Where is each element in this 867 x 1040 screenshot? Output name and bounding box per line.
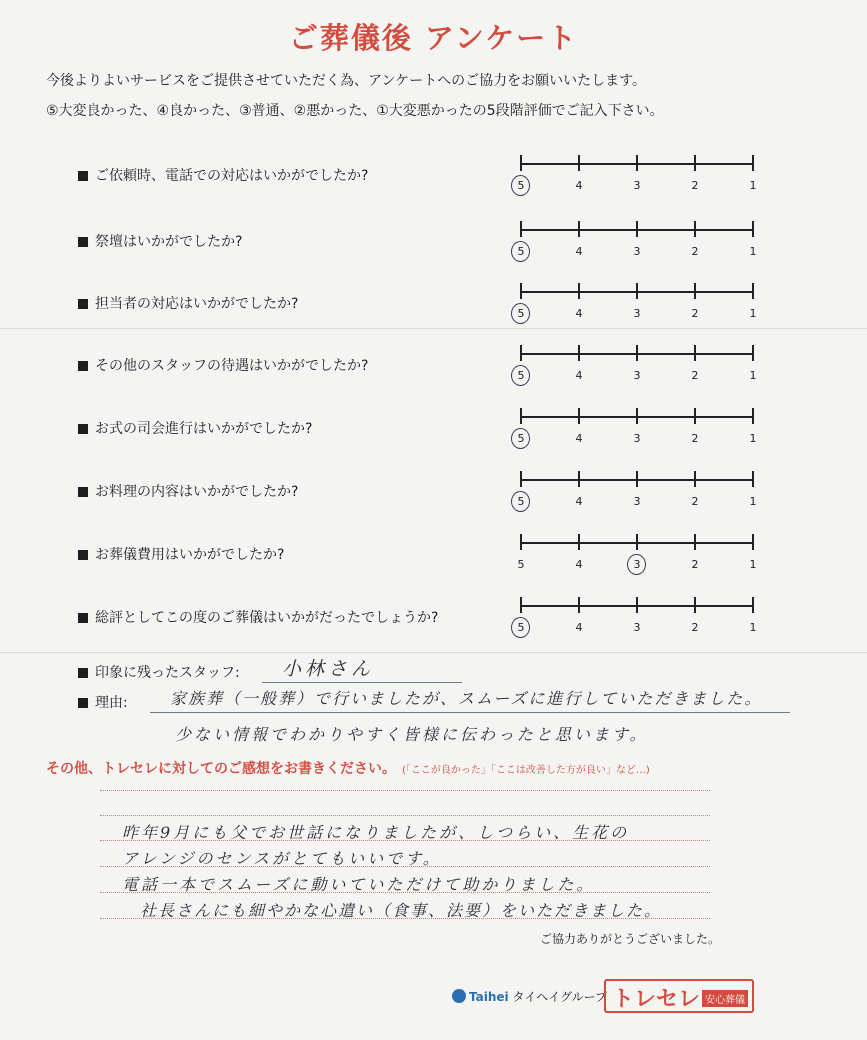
question-1 (78, 165, 368, 185)
scale-tick (694, 221, 696, 237)
rating-scale-2 (510, 219, 770, 263)
scale-tick (636, 408, 638, 424)
scale-number: 2 (691, 495, 699, 508)
fold-line (0, 328, 867, 329)
other-note: (「ここが良かった」「ここは改善した方が良い」など…) (402, 765, 650, 776)
scale-number: 2 (691, 558, 699, 571)
staff-label-text: 印象に残ったスタッフ: (95, 665, 240, 681)
scale-number: 3 (633, 621, 641, 634)
scale-tick (752, 345, 754, 361)
bullet-square-icon (78, 424, 88, 434)
scale-number: 4 (575, 369, 583, 382)
scale-tick (636, 221, 638, 237)
scale-tick (636, 471, 638, 487)
scale-tick (520, 221, 522, 237)
page-title: ご葬儀後 アンケート (288, 21, 579, 55)
staff-value: 小林さん (282, 658, 375, 680)
reason-line-1: 家族葬（一般葬）で行いましたが、スムーズに進行していただきました。 (170, 689, 763, 708)
scale-tick (520, 408, 522, 424)
scale-tick (520, 155, 522, 171)
scale-tick (694, 283, 696, 299)
scale-tick (578, 597, 580, 613)
scale-number: 2 (691, 307, 699, 320)
question-5 (78, 418, 312, 438)
taihei-group: タイヘイグループ (512, 990, 608, 1004)
toresere-name: トレセレ (612, 987, 701, 1012)
scale-number: 3 (633, 558, 641, 571)
question-2 (78, 231, 242, 251)
question-7 (78, 544, 284, 564)
scale-tick (636, 534, 638, 550)
scale-number: 5 (517, 245, 525, 258)
scale-number: 5 (517, 179, 525, 192)
scale-tick (694, 155, 696, 171)
scale-tick (694, 345, 696, 361)
scale-number: 1 (749, 369, 757, 382)
question-4 (78, 355, 368, 375)
scale-number: 3 (633, 369, 641, 382)
scale-tick (694, 471, 696, 487)
bullet-square-icon (78, 698, 88, 708)
selected-rating-circle (511, 175, 530, 196)
scale-number: 5 (517, 307, 525, 320)
bullet-square-icon (78, 299, 88, 309)
scale-tick (694, 408, 696, 424)
fold-line (0, 652, 867, 653)
staff-underline (262, 682, 462, 683)
scale-number: 2 (691, 432, 699, 445)
question-text: ご依頼時、電話での対応はいかがでしたか? (95, 168, 369, 184)
question-text: 祭壇はいかがでしたか? (95, 234, 243, 250)
scale-number: 3 (633, 179, 641, 192)
comment-line-3: 電話一本でスムーズに動いていただけて助かりました。 (122, 875, 596, 894)
scale-number: 1 (749, 307, 757, 320)
scale-tick (578, 534, 580, 550)
rating-scale-6 (510, 469, 770, 513)
scale-tick (520, 471, 522, 487)
intro-line-1: 今後よりよいサービスをご提供させていただく為、アンケートへのご協力をお願いいたします。 (46, 73, 647, 89)
selected-rating-circle (511, 303, 530, 324)
scale-tick (752, 408, 754, 424)
scale-number: 3 (633, 245, 641, 258)
scale-tick (520, 534, 522, 550)
scale-number: 4 (575, 495, 583, 508)
scale-tick (578, 471, 580, 487)
scale-tick (752, 283, 754, 299)
bullet-square-icon (78, 171, 88, 181)
scale-tick (752, 471, 754, 487)
scale-tick (694, 597, 696, 613)
scale-tick (578, 408, 580, 424)
scale-number: 1 (749, 179, 757, 192)
writing-line (100, 790, 710, 791)
scale-number: 2 (691, 369, 699, 382)
intro-line-2: ⑤大変良かった、④良かった、③普通、②悪かった、①大変悪かったの5段階評価でご記入下さい。 (46, 103, 664, 119)
question-8 (78, 607, 438, 627)
scale-tick (752, 534, 754, 550)
selected-rating-circle (511, 241, 530, 262)
toresere-sub: 安心葬儀 (702, 990, 748, 1007)
scale-number: 5 (517, 495, 525, 508)
reason-label (78, 692, 128, 712)
rating-scale-5 (510, 406, 770, 450)
question-text: その他のスタッフの待遇はいかがでしたか? (95, 358, 369, 374)
scale-number: 1 (749, 495, 757, 508)
question-text: 総評としてこの度のご葬儀はいかがだったでしょうか? (95, 610, 439, 626)
rating-scale-8 (510, 595, 770, 639)
scale-number: 3 (633, 495, 641, 508)
bullet-square-icon (78, 550, 88, 560)
scale-tick (636, 155, 638, 171)
scale-number: 5 (517, 558, 525, 571)
other-heading-text: その他、トレセレに対してのご感想をお書きください。 (46, 761, 396, 777)
taihei-logo (452, 988, 607, 1005)
scale-tick (636, 283, 638, 299)
scale-number: 1 (749, 621, 757, 634)
comment-line-2: アレンジのセンスがとてもいいです。 (122, 849, 442, 868)
selected-rating-circle (511, 617, 530, 638)
scale-tick (578, 221, 580, 237)
rating-scale-4 (510, 343, 770, 387)
scale-number: 2 (691, 621, 699, 634)
reason-label-text: 理由: (95, 695, 128, 711)
scale-number: 1 (749, 245, 757, 258)
scale-number: 4 (575, 245, 583, 258)
comment-line-1: 昨年9月にも父でお世話になりましたが、しつらい、生花の (122, 823, 630, 842)
toresere-logo (604, 979, 754, 1013)
question-text: お葬儀費用はいかがでしたか? (95, 547, 285, 563)
selected-rating-circle (511, 365, 530, 386)
writing-line (100, 815, 710, 816)
scale-number: 1 (749, 558, 757, 571)
rating-scale-7 (510, 532, 770, 576)
question-3 (78, 293, 298, 313)
taihei-brand: Taihei (469, 990, 509, 1004)
bullet-square-icon (78, 237, 88, 247)
scale-tick (520, 283, 522, 299)
scale-tick (752, 597, 754, 613)
selected-rating-circle (627, 554, 646, 575)
bullet-square-icon (78, 361, 88, 371)
question-text: お料理の内容はいかがでしたか? (95, 484, 299, 500)
reason-line-2: 少ない情報でわかりやすく皆様に伝わったと思います。 (175, 725, 649, 744)
question-text: お式の司会進行はいかがでしたか? (95, 421, 313, 437)
scale-number: 1 (749, 432, 757, 445)
scale-tick (578, 345, 580, 361)
reason-underline-1 (150, 712, 790, 713)
scale-tick (694, 534, 696, 550)
staff-label (78, 662, 240, 682)
bullet-square-icon (78, 487, 88, 497)
question-text: 担当者の対応はいかがでしたか? (95, 296, 299, 312)
scale-number: 3 (633, 432, 641, 445)
rating-scale-3 (510, 281, 770, 325)
scale-number: 5 (517, 621, 525, 634)
bullet-square-icon (78, 613, 88, 623)
scale-tick (752, 221, 754, 237)
comment-line-4: 社長さんにも細やかな心遣い（食事、法要）をいただきました。 (140, 901, 663, 920)
scale-number: 2 (691, 245, 699, 258)
scale-number: 5 (517, 369, 525, 382)
scale-number: 3 (633, 307, 641, 320)
scale-tick (752, 155, 754, 171)
scale-number: 4 (575, 558, 583, 571)
thanks-text: ご協力ありがとうございました。 (540, 932, 721, 946)
scale-number: 5 (517, 432, 525, 445)
question-6 (78, 481, 298, 501)
scale-tick (636, 597, 638, 613)
scale-tick (520, 345, 522, 361)
scale-tick (578, 283, 580, 299)
scale-number: 4 (575, 432, 583, 445)
scale-tick (578, 155, 580, 171)
selected-rating-circle (511, 428, 530, 449)
bullet-square-icon (78, 668, 88, 678)
scale-number: 4 (575, 621, 583, 634)
other-heading (46, 758, 650, 778)
scale-number: 2 (691, 179, 699, 192)
scale-number: 4 (575, 307, 583, 320)
taihei-mark-icon (452, 989, 466, 1003)
rating-scale-1 (510, 153, 770, 197)
scale-tick (636, 345, 638, 361)
scale-tick (520, 597, 522, 613)
selected-rating-circle (511, 491, 530, 512)
scale-number: 4 (575, 179, 583, 192)
